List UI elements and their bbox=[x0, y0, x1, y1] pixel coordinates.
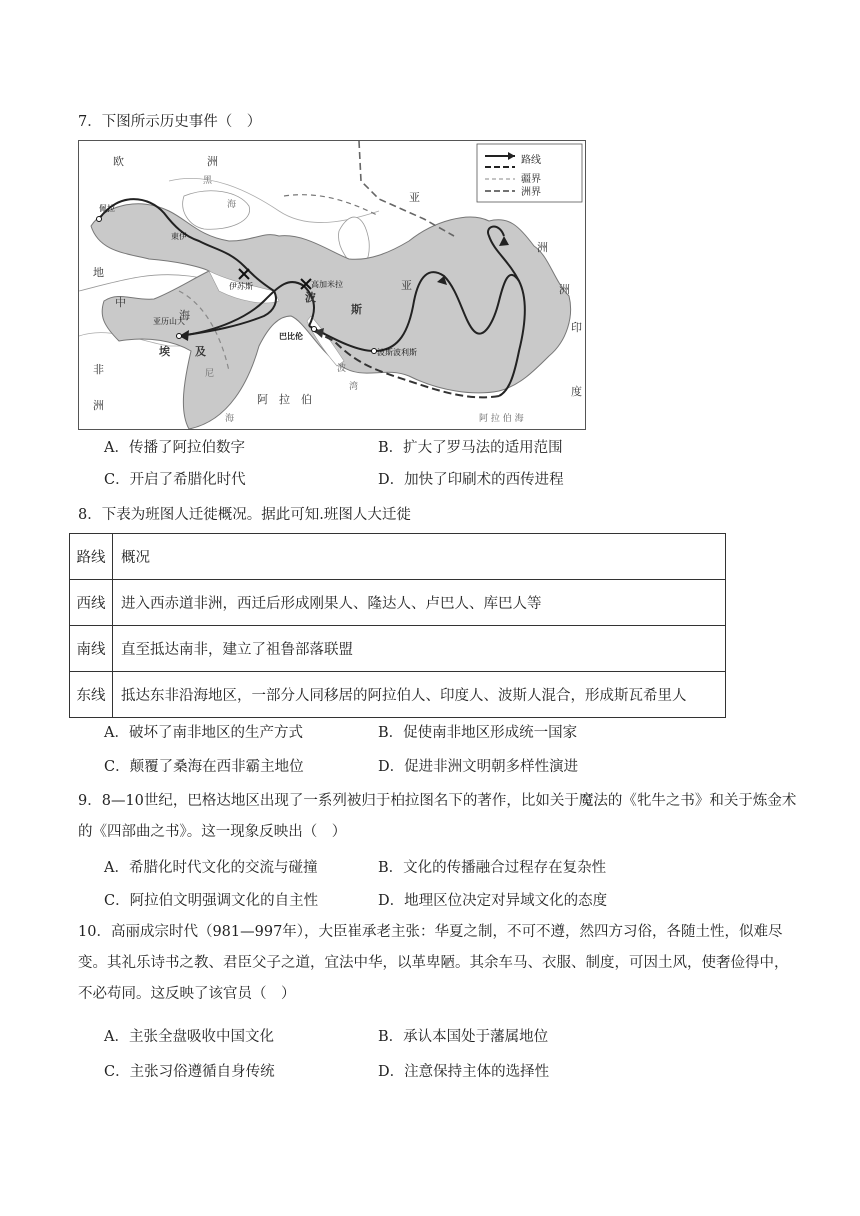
label-ya: 亚 bbox=[401, 279, 412, 292]
place-babylon: 巴比伦 bbox=[279, 332, 303, 341]
q7-stem: 7．下图所示历史事件（ ） bbox=[78, 114, 262, 130]
place-dongmo: 東伊 bbox=[171, 232, 187, 241]
label-europe-1: 欧 bbox=[113, 155, 124, 168]
label-india-2: 度 bbox=[571, 385, 582, 398]
migration-table bbox=[69, 533, 726, 718]
map-svg bbox=[79, 141, 585, 429]
table-cell: 抵达东非沿海地区，一部分人同移居的阿拉伯人、印度人、波斯人混合，形成斯瓦希里人 bbox=[113, 672, 726, 718]
q9-stem: 9．8—10世纪，巴格达地区出现了一系列被归于柏拉图名下的著作，比如关于魔法的《牝牛之书》和关于炼金术的《四部曲之书》。这一现象反映出（ ） bbox=[78, 793, 797, 840]
q8-option-c[interactable]: C．颠覆了桑海在西非霸主地位 bbox=[104, 759, 304, 775]
q7-option-c[interactable]: C．开启了希腊化时代 bbox=[104, 472, 246, 488]
label-india-1: 印 bbox=[571, 321, 582, 334]
label-europe-2: 洲 bbox=[207, 155, 218, 168]
label-med-3: 海 bbox=[179, 309, 190, 322]
label-asia-2: 洲 bbox=[537, 241, 548, 254]
place-persepolis: 波斯波利斯 bbox=[377, 348, 417, 357]
table-cell: 南线 bbox=[70, 626, 113, 672]
table-cell: 进入西赤道非洲，西迁后形成刚果人、隆达人、卢巴人、库巴人等 bbox=[113, 580, 726, 626]
label-med-2: 中 bbox=[115, 296, 126, 309]
q10-stem: 10．高丽成宗时代（981—997年），大臣崔承老主张：华夏之制，不可不遵，然四方习俗，各随土性，似难尽变。其礼乐诗书之教、君臣父子之道，宜法中华，以革卑陋。其余车马、衣服、制度，可因土风，使奢俭得中，不必苟同。这反映了该官员（ ） bbox=[78, 924, 789, 1002]
place-gaugamela: 高加米拉 bbox=[311, 280, 343, 289]
table-header-cell: 概况 bbox=[113, 534, 726, 580]
label-africa-2: 洲 bbox=[93, 399, 104, 412]
city-dot bbox=[372, 349, 377, 354]
table-cell: 西线 bbox=[70, 580, 113, 626]
label-egypt-2: 及 bbox=[195, 345, 206, 358]
q7-option-d[interactable]: D．加快了印刷术的西传进程 bbox=[378, 472, 564, 488]
label-zhou: 洲 bbox=[559, 283, 570, 296]
table-row bbox=[70, 626, 726, 672]
label-arabian-sea: 阿 拉 伯 海 bbox=[479, 414, 524, 424]
city-dot bbox=[97, 217, 102, 222]
table-cell: 直至抵达南非，建立了祖鲁部落联盟 bbox=[113, 626, 726, 672]
place-alexandria: 亚历山大 bbox=[153, 317, 185, 326]
label-asia-1: 亚 bbox=[409, 191, 420, 204]
label-med-1: 地 bbox=[93, 266, 104, 279]
table-cell: 东线 bbox=[70, 672, 113, 718]
q10-option-b[interactable]: B．承认本国处于藩属地位 bbox=[378, 1029, 549, 1045]
city-dot bbox=[177, 334, 182, 339]
table-row bbox=[70, 580, 726, 626]
black-sea bbox=[183, 191, 250, 229]
table-header-cell: 路线 bbox=[70, 534, 113, 580]
label-red-sea: 海 bbox=[225, 414, 235, 424]
legend-continent-label: 洲界 bbox=[521, 187, 541, 198]
q10-option-c[interactable]: C．主张习俗遵循自身传统 bbox=[104, 1064, 275, 1080]
table-row bbox=[70, 672, 726, 718]
continent-line bbox=[359, 141, 454, 236]
continent-line-2 bbox=[284, 195, 379, 216]
city-dot bbox=[312, 327, 317, 332]
q7-option-b[interactable]: B．扩大了罗马法的适用范围 bbox=[378, 440, 563, 456]
q7-option-a[interactable]: A．传播了阿拉伯数字 bbox=[104, 440, 245, 456]
label-gulf: 湾 bbox=[349, 382, 359, 392]
label-nile: 尼 bbox=[205, 369, 215, 379]
label-persia-1: 波 bbox=[305, 291, 316, 304]
place-issus: 伊苏斯 bbox=[229, 282, 253, 291]
q8-stem: 8．下表为班图人迁徙概况。据此可知.班图人大迁徙 bbox=[78, 507, 411, 523]
label-persia-2: 斯 bbox=[351, 303, 362, 316]
label-africa-1: 非 bbox=[93, 363, 104, 376]
legend-frontier-label: 疆界 bbox=[521, 174, 541, 185]
label-egypt-1: 埃 bbox=[159, 345, 170, 358]
table-header-row bbox=[70, 534, 726, 580]
q7-map bbox=[78, 140, 586, 430]
q8-option-a[interactable]: A．破坏了南非地区的生产方式 bbox=[104, 725, 303, 741]
q9-option-a[interactable]: A．希腊化时代文化的交流与碰撞 bbox=[104, 860, 318, 876]
q9-option-b[interactable]: B．文化的传播融合过程存在复杂性 bbox=[378, 860, 607, 876]
label-black-sea-2: 海 bbox=[227, 200, 237, 210]
q8-option-d[interactable]: D．促进非洲文明朝多样性演进 bbox=[378, 759, 579, 775]
place-pella: 佩拉 bbox=[99, 204, 115, 213]
q10-option-a[interactable]: A．主张全盘吸收中国文化 bbox=[104, 1029, 274, 1045]
label-black-sea-1: 黑 bbox=[203, 176, 213, 186]
label-arabia: 阿 拉 伯 bbox=[257, 393, 312, 406]
q8-option-b[interactable]: B．促使南非地区形成统一国家 bbox=[378, 725, 578, 741]
label-bo: 波 bbox=[337, 364, 347, 374]
q10-option-d[interactable]: D．注意保持主体的选择性 bbox=[378, 1064, 550, 1080]
q9-option-c[interactable]: C．阿拉伯文明强调文化的自主性 bbox=[104, 893, 319, 909]
legend-route-label: 路线 bbox=[521, 155, 541, 166]
q9-option-d[interactable]: D．地理区位决定对异域文化的态度 bbox=[378, 893, 608, 909]
